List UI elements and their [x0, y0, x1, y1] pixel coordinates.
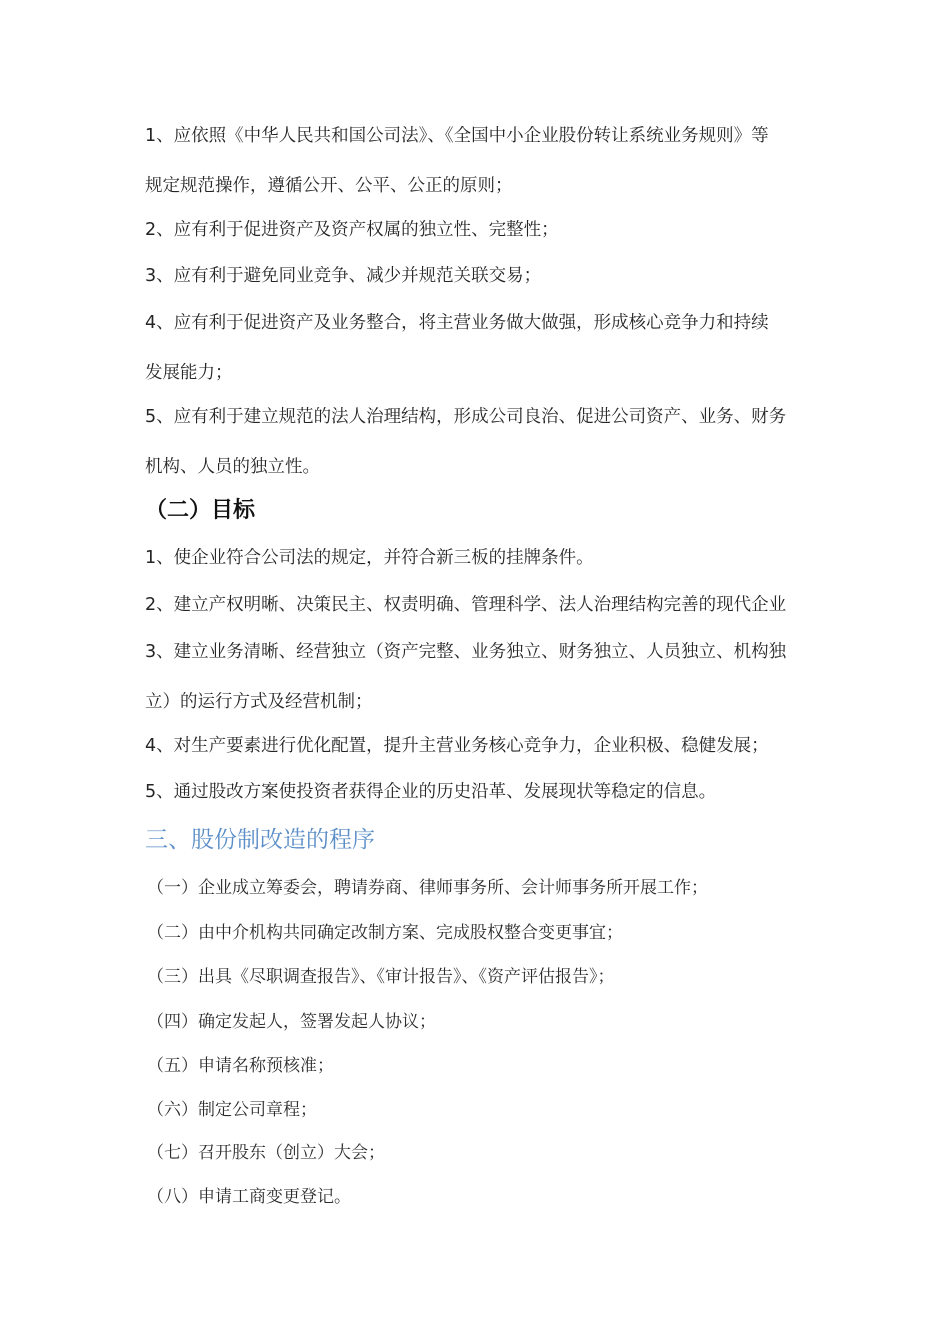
procedure-step-4: （四）确定发起人，签署发起人协议；: [147, 1012, 436, 1032]
goals-heading: （二）目标: [145, 498, 256, 523]
procedure-step-2: （二）由中介机构共同确定改制方案、完成股权整合变更事宜；: [147, 923, 623, 943]
procedure-step-5: （五）申请名称预核准；: [147, 1056, 334, 1076]
goal-1: 1、使企业符合公司法的规定，并符合新三板的挂牌条件。: [145, 548, 594, 568]
principle-2: 2、应有利于促进资产及资产权属的独立性、完整性；: [145, 220, 559, 240]
goal-3-line-2: 立）的运行方式及经营机制；: [145, 692, 373, 712]
procedure-step-1: （一）企业成立筹委会，聘请券商、律师事务所、会计师事务所开展工作；: [147, 878, 708, 898]
goal-3-line-1: 3、建立业务清晰、经营独立（资产完整、业务独立、财务独立、人员独立、机构独: [145, 642, 787, 662]
principle-5-line-2: 机构、人员的独立性。: [145, 457, 320, 477]
procedure-step-8: （八）申请工商变更登记。: [147, 1187, 351, 1207]
goal-4: 4、对生产要素进行优化配置，提升主营业务核心竞争力，企业积极、稳健发展；: [145, 736, 769, 756]
goal-2: 2、建立产权明晰、决策民主、权责明确、管理科学、法人治理结构完善的现代企业: [145, 595, 787, 615]
principle-5-line-1: 5、应有利于建立规范的法人治理结构，形成公司良治、促进公司资产、业务、财务: [145, 407, 787, 427]
procedure-step-6: （六）制定公司章程；: [147, 1100, 317, 1120]
principle-3: 3、应有利于避免同业竞争、减少并规范关联交易；: [145, 266, 542, 286]
principle-4-line-2: 发展能力；: [145, 363, 233, 383]
procedure-step-3: （三）出具《尽职调查报告》、《审计报告》、《资产评估报告》；: [147, 967, 615, 987]
goal-5: 5、通过股改方案使投资者获得企业的历史沿革、发展现状等稳定的信息。: [145, 782, 717, 802]
principle-1-line-2: 规定规范操作，遵循公开、公平、公正的原则；: [145, 176, 513, 196]
procedure-heading: 三、股份制改造的程序: [145, 827, 375, 853]
principle-1-line-1: 1、应依照《中华人民共和国公司法》、《全国中小企业股份转让系统业务规则》等: [145, 126, 769, 146]
procedure-step-7: （七）召开股东（创立）大会；: [147, 1143, 385, 1163]
principle-4-line-1: 4、应有利于促进资产及业务整合，将主营业务做大做强，形成核心竞争力和持续: [145, 313, 769, 333]
